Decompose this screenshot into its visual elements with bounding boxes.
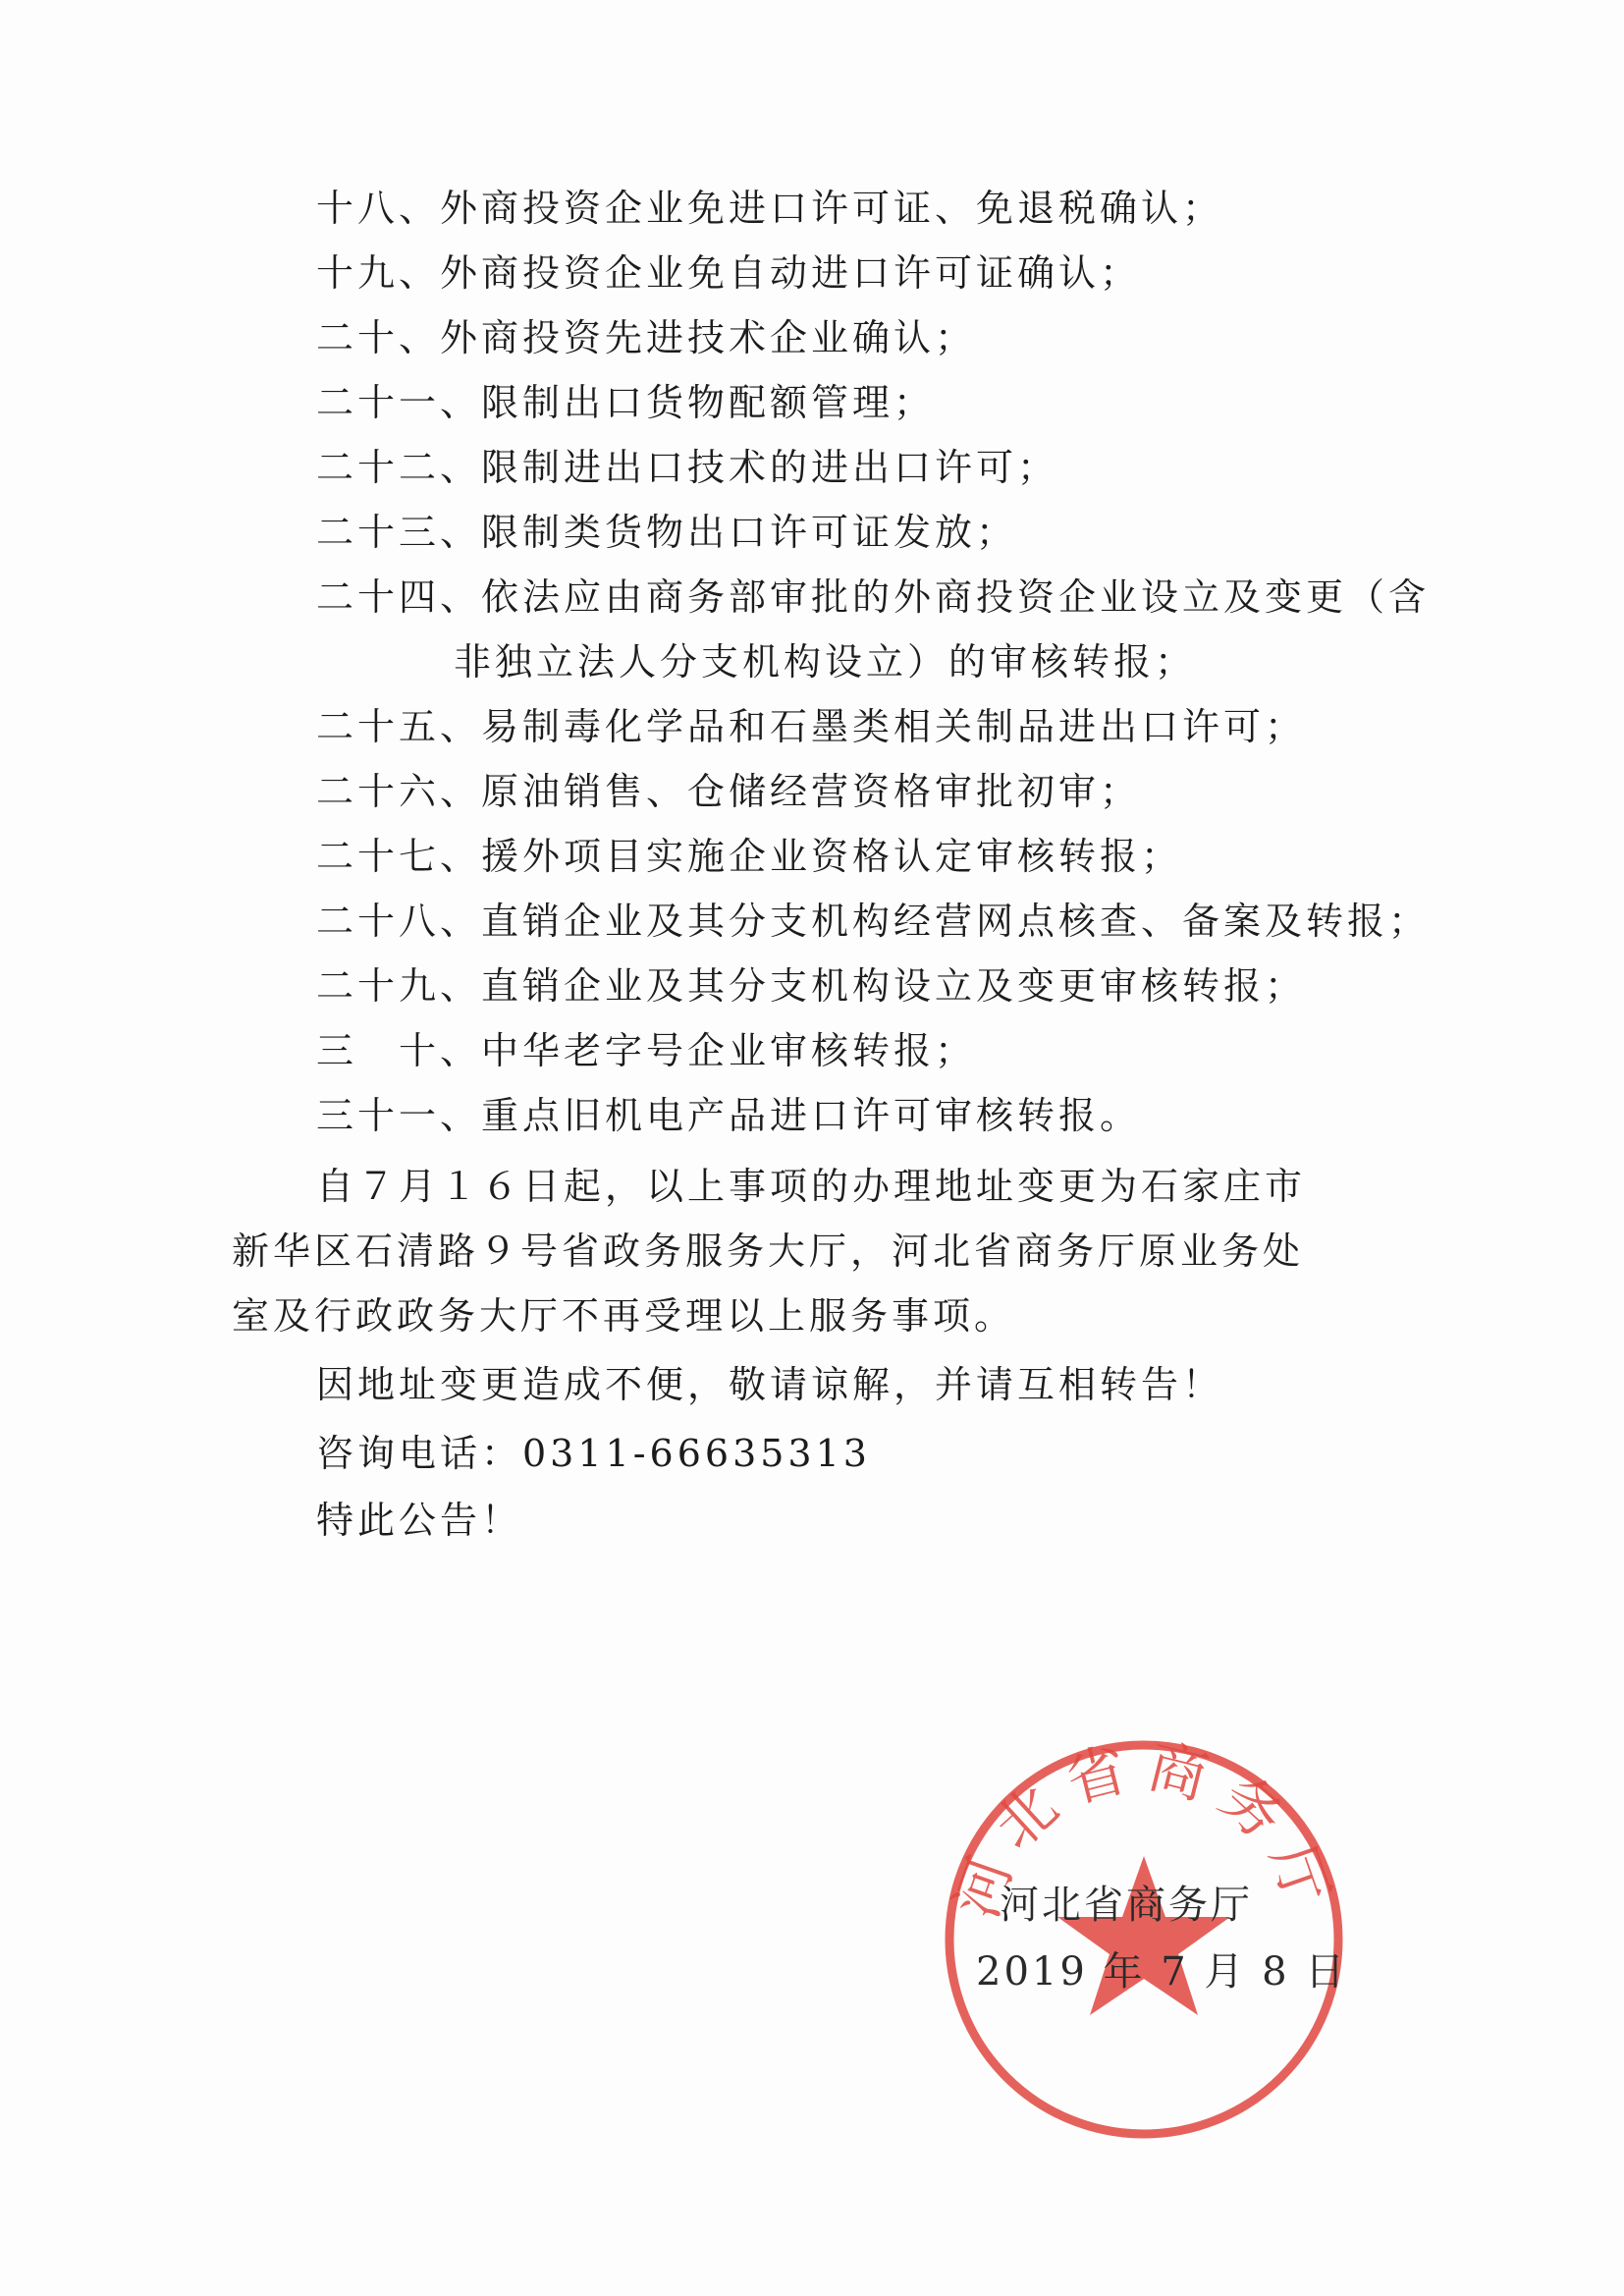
list-item: 二十四、依法应由商务部审批的外商投资企业设立及变更（含 bbox=[316, 575, 1431, 619]
svg-text:河北省商务厅: 河北省商务厅 bbox=[942, 1731, 1346, 1927]
closing-text: 特此公告！ bbox=[316, 1499, 523, 1542]
phone-text: 咨询电话：0311-66635313 bbox=[316, 1432, 871, 1475]
notice-paragraph-line: 室及行政政务大厅不再受理以上服务事项。 bbox=[232, 1294, 1016, 1338]
list-item: 二十一、限制出口货物配额管理； bbox=[316, 381, 936, 424]
list-item: 三十一、重点旧机电产品进口许可审核转报。 bbox=[316, 1094, 1142, 1137]
notice-paragraph-line: 新华区石清路９号省政务服务大厅，河北省商务厅原业务处 bbox=[232, 1230, 1305, 1273]
list-item: 二十八、直销企业及其分支机构经营网点核查、备案及转报； bbox=[316, 900, 1431, 943]
list-item: 三 十、中华老字号企业审核转报； bbox=[316, 1029, 977, 1072]
list-item: 二十二、限制进出口技术的进出口许可； bbox=[316, 446, 1059, 489]
apology-text: 因地址变更造成不便，敬请谅解，并请互相转告！ bbox=[316, 1363, 1224, 1406]
list-item: 二十九、直销企业及其分支机构设立及变更审核转报； bbox=[316, 964, 1307, 1008]
list-item: 十八、外商投资企业免进口许可证、免退税确认； bbox=[316, 187, 1224, 230]
notice-paragraph-line: 自７月１６日起，以上事项的办理地址变更为石家庄市 bbox=[316, 1165, 1307, 1208]
list-item-continuation: 非独立法人分支机构设立）的审核转报； bbox=[454, 640, 1197, 683]
official-seal-icon bbox=[933, 1728, 1355, 2151]
list-item: 二十五、易制毒化学品和石墨类相关制品进出口许可； bbox=[316, 705, 1307, 748]
list-item: 二十六、原油销售、仓储经营资格审批初审； bbox=[316, 770, 1142, 813]
list-item: 十九、外商投资企业免自动进口许可证确认； bbox=[316, 251, 1142, 295]
signature-organization: 河北省商务厅 bbox=[1000, 1883, 1253, 1928]
signature-date: 2019 年 7 月 8 日 bbox=[976, 1949, 1348, 1995]
list-item: 二十三、限制类货物出口许可证发放； bbox=[316, 511, 1018, 554]
list-item: 二十、外商投资先进技术企业确认； bbox=[316, 316, 977, 359]
list-item: 二十七、援外项目实施企业资格认定审核转报； bbox=[316, 835, 1183, 878]
